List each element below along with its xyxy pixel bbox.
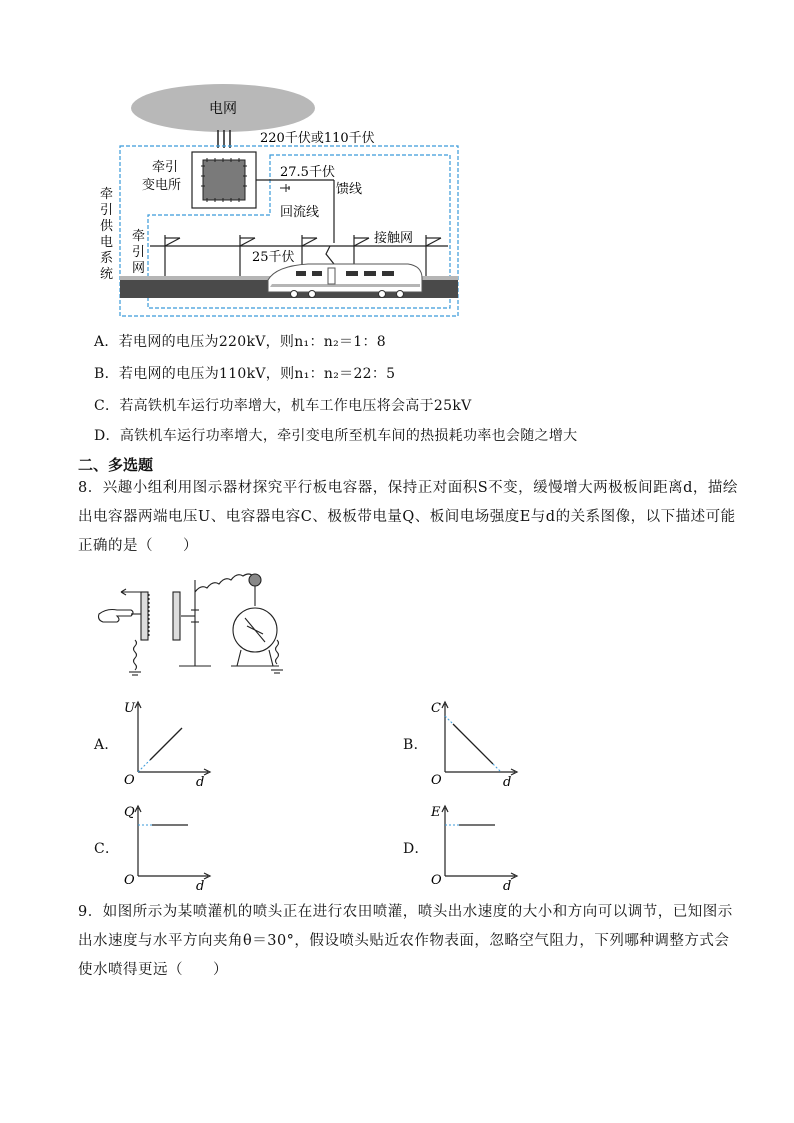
traction-net-label-0: 牵 [132, 229, 146, 244]
system-label-2: 供 [100, 219, 114, 234]
graph-b-dashed-end [493, 764, 501, 772]
graph-d [425, 800, 525, 892]
graph-a-letter: A． [94, 737, 119, 753]
graph-b [425, 696, 525, 788]
option-c: C．若高铁机车运行功率增大，机车工作电压将会高于25kV [94, 398, 472, 414]
system-label-0: 牵 [100, 187, 114, 202]
graph-a [118, 696, 218, 788]
graph-b-x-label: d [503, 775, 512, 788]
graph-d-letter: D． [403, 841, 429, 857]
traction-net-label-2: 网 [132, 261, 146, 276]
question-9-text: 9．如图所示为某喷灌机的喷头正在进行农田喷灌，喷头出水速度的大小和方向可以调节，已知图示出水速度与水平方向夹角θ＝30°，假设喷头贴近农作物表面，忽略空气阻力，下列哪种调整方式会使水喷得更远（ ） [78, 904, 733, 978]
option-b: B．若电网的电压为110kV，则n₁：n₂＝22：5 [94, 366, 396, 382]
traction-power-diagram [90, 80, 470, 320]
graph-a-x-label: d [196, 775, 205, 788]
graph-c-y-label: Q [124, 805, 135, 820]
graph-a-curve [150, 728, 182, 760]
graph-c-letter: C． [94, 841, 120, 857]
graph-d-x-label: d [503, 879, 512, 892]
graph-b-y-label: C [431, 701, 441, 716]
graph-d-y-label: E [431, 805, 441, 820]
voltage-top-label: 220千伏或110千伏 [260, 131, 375, 146]
graph-b-curve [453, 724, 493, 764]
contact-net-label: 接触网 [374, 231, 414, 246]
graph-d-origin: O [431, 873, 442, 888]
graph-a-dashed [138, 760, 150, 772]
substation-label-1: 牵引 [152, 160, 179, 175]
traction-net-label-1: 引 [132, 245, 146, 260]
graph-b-dashed-start [445, 716, 453, 724]
graph-b-origin: O [431, 773, 442, 788]
graph-c-x-label: d [196, 879, 205, 892]
grid-label: 电网 [209, 101, 237, 117]
graph-a-origin: O [124, 773, 135, 788]
option-d: D．高铁机车运行功率增大，牵引变电所至机车间的热损耗功率也会随之增大 [94, 428, 578, 444]
section-title: 二、多选题 [78, 456, 154, 474]
graph-a-y-label: U [124, 701, 135, 716]
voltage-train-label: 25千伏 [252, 250, 295, 265]
system-label-5: 统 [100, 267, 114, 282]
return-line-label: 回流线 [280, 205, 320, 220]
capacitor-apparatus-illustration [95, 570, 305, 680]
high-speed-train [268, 264, 422, 298]
graph-c [118, 800, 218, 892]
feeder-label: 馈线 [336, 182, 363, 197]
system-label-1: 引 [100, 203, 114, 218]
option-a: A．若电网的电压为220kV，则n₁：n₂＝1：8 [94, 334, 387, 350]
substation-label-2: 变电所 [142, 178, 182, 193]
graph-b-letter: B． [403, 737, 428, 753]
voltage-mid-label: 27.5千伏 [280, 165, 335, 180]
question-8-text: 8．兴趣小组利用图示器材探究平行板电容器，保持正对面积S不变，缓慢增大两极板间距离d，描绘出电容器两端电压U、电容器电容C、极板带电量Q、板间电场强度E与d的关系图像，以下描述可能正确的是（ ） [78, 480, 738, 554]
system-label-3: 电 [100, 235, 114, 250]
system-label-4: 系 [100, 251, 114, 266]
graph-c-origin: O [124, 873, 135, 888]
